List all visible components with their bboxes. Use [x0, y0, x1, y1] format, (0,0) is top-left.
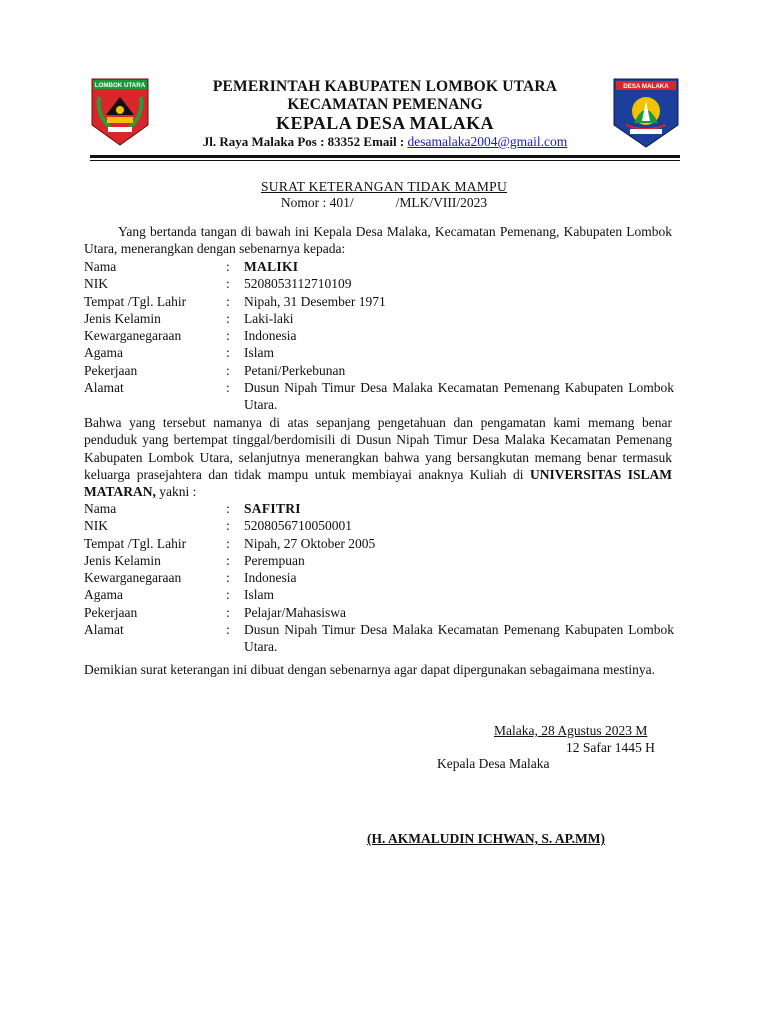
- field-value: Nipah, 31 Desember 1971: [244, 293, 386, 309]
- statement-text-end: yakni :: [155, 484, 197, 500]
- field-colon: :: [226, 380, 230, 396]
- field-colon: :: [226, 276, 230, 292]
- field-row: [84, 517, 674, 534]
- field-label: Kewarganegaraan: [84, 328, 182, 344]
- field-label: Agama: [84, 587, 123, 603]
- right-logo-caption: DESA MALAKA: [623, 83, 669, 91]
- field-row: [84, 569, 674, 586]
- field-colon: :: [226, 259, 230, 274]
- field-row: [84, 379, 674, 414]
- field-value: Nipah, 27 Oktober 2005: [244, 535, 376, 551]
- field-value: SAFITRI: [244, 501, 301, 516]
- field-colon: :: [226, 622, 230, 638]
- statement-text: Bahwa yang tersebut namanya di atas sepanjang pengetahuan dan pengamatan kami memang benar penduduk yang bertempat tinggal/berdomisili di Dusun Nipah Timur Desa Malaka Kecamatan Pemenang Kabupaten Lombok Utara, selanjutnya menerangkan bahwa yang bersangkutan memang benar termasuk keluarga prasejahtera dan tidak mampu untuk membiayai anaknya Kuliah di: [84, 415, 672, 482]
- header-district-line: KECAMATAN PEMENANG: [287, 96, 483, 113]
- field-value: Islam: [244, 587, 274, 603]
- field-row: [84, 552, 674, 569]
- field-colon: :: [226, 518, 230, 534]
- field-label: Nama: [84, 259, 117, 274]
- field-label: Tempat /Tgl. Lahir: [84, 535, 187, 551]
- field-value: Petani/Perkebunan: [244, 362, 346, 378]
- field-row: [84, 535, 674, 552]
- field-label: Pekerjaan: [84, 362, 138, 378]
- person2-fields: [84, 500, 674, 656]
- field-label: Nama: [84, 501, 117, 516]
- field-value: Indonesia: [244, 570, 297, 586]
- field-value: 5208053112710109: [244, 276, 352, 292]
- field-row: [84, 293, 674, 310]
- signature-date: Malaka, 28 Agustus 2023 M: [494, 723, 648, 738]
- field-value: Islam: [244, 345, 274, 361]
- header-address-line: [160, 134, 610, 150]
- signature-role: Kepala Desa Malaka: [437, 756, 550, 771]
- intro-paragraph: Yang bertanda tangan di bawah ini Kepala Desa Malaka, Kecamatan Pemenang, Kabupaten Lombok Utara, menerangkan dengan sebenarnya kepada:: [84, 224, 672, 257]
- field-value: MALIKI: [244, 259, 299, 274]
- field-label: Jenis Kelamin: [84, 310, 161, 326]
- field-colon: :: [226, 345, 230, 361]
- field-value: Dusun Nipah Timur Desa Malaka Kecamatan Pemenang Kabupaten Lombok Utara.: [244, 380, 674, 413]
- field-row: [84, 344, 674, 361]
- field-colon: :: [226, 310, 230, 326]
- statement-paragraph: [84, 414, 672, 500]
- field-label: NIK: [84, 276, 108, 292]
- field-row: [84, 310, 674, 327]
- field-colon: :: [226, 604, 230, 620]
- header-email-link[interactable]: desamalaka2004@gmail.com: [407, 134, 568, 149]
- field-value: Pelajar/Mahasiswa: [244, 604, 346, 620]
- field-row: [84, 275, 674, 292]
- closing-paragraph: Demikian surat keterangan ini dibuat dengan sebenarnya agar dapat dipergunakan sebagaimana mestinya.: [84, 662, 656, 677]
- left-logo-caption: LOMBOK UTARA: [94, 82, 146, 89]
- field-label: Kewarganegaraan: [84, 570, 182, 586]
- field-row: [84, 362, 674, 379]
- field-row: [84, 621, 674, 656]
- field-value: Dusun Nipah Timur Desa Malaka Kecamatan Pemenang Kabupaten Lombok Utara.: [244, 622, 674, 655]
- field-label: Alamat: [84, 380, 124, 396]
- field-row: [84, 327, 674, 344]
- field-label: Pekerjaan: [84, 604, 138, 620]
- letter-title: SURAT KETERANGAN TIDAK MAMPU: [260, 179, 508, 194]
- field-colon: :: [226, 587, 230, 603]
- field-label: Agama: [84, 345, 123, 361]
- person1-fields: [84, 258, 674, 414]
- letter-number-prefix: Nomor : 401/: [280, 195, 354, 210]
- signature-name: (H. AKMALUDIN ICHWAN, S. AP.MM): [367, 831, 606, 846]
- field-colon: :: [226, 362, 230, 378]
- lombok-utara-logo: [90, 77, 150, 147]
- header-divider-thin: [90, 160, 680, 161]
- field-colon: :: [226, 293, 230, 309]
- field-value: Indonesia: [244, 328, 297, 344]
- field-row: [84, 258, 674, 275]
- header-divider-thick: [90, 155, 680, 158]
- field-label: Alamat: [84, 622, 124, 638]
- field-colon: :: [226, 501, 230, 516]
- field-value: Laki-laki: [244, 310, 294, 326]
- field-colon: :: [226, 328, 230, 344]
- field-label: Jenis Kelamin: [84, 552, 161, 568]
- field-colon: :: [226, 535, 230, 551]
- field-colon: :: [226, 552, 230, 568]
- field-value: Perempuan: [244, 552, 305, 568]
- field-value: 5208056710050001: [244, 518, 352, 534]
- field-label: NIK: [84, 518, 108, 534]
- signature-hijri-date: 12 Safar 1445 H: [566, 740, 655, 755]
- letter-number: [0, 195, 768, 211]
- field-label: Tempat /Tgl. Lahir: [84, 293, 187, 309]
- university-name: UNIVERSITAS ISLAM MATARAN,: [84, 466, 672, 500]
- field-row: [84, 500, 674, 517]
- letter-number-suffix: /MLK/VIII/2023: [395, 195, 488, 210]
- field-row: [84, 586, 674, 603]
- header-office-line: KEPALA DESA MALAKA: [276, 113, 494, 133]
- field-row: [84, 604, 674, 621]
- field-colon: :: [226, 570, 230, 586]
- header-government-line: PEMERINTAH KABUPATEN LOMBOK UTARA: [212, 78, 558, 95]
- desa-malaka-logo: [612, 77, 680, 149]
- header-address: Jl. Raya Malaka Pos : 83352 Email :: [202, 134, 405, 149]
